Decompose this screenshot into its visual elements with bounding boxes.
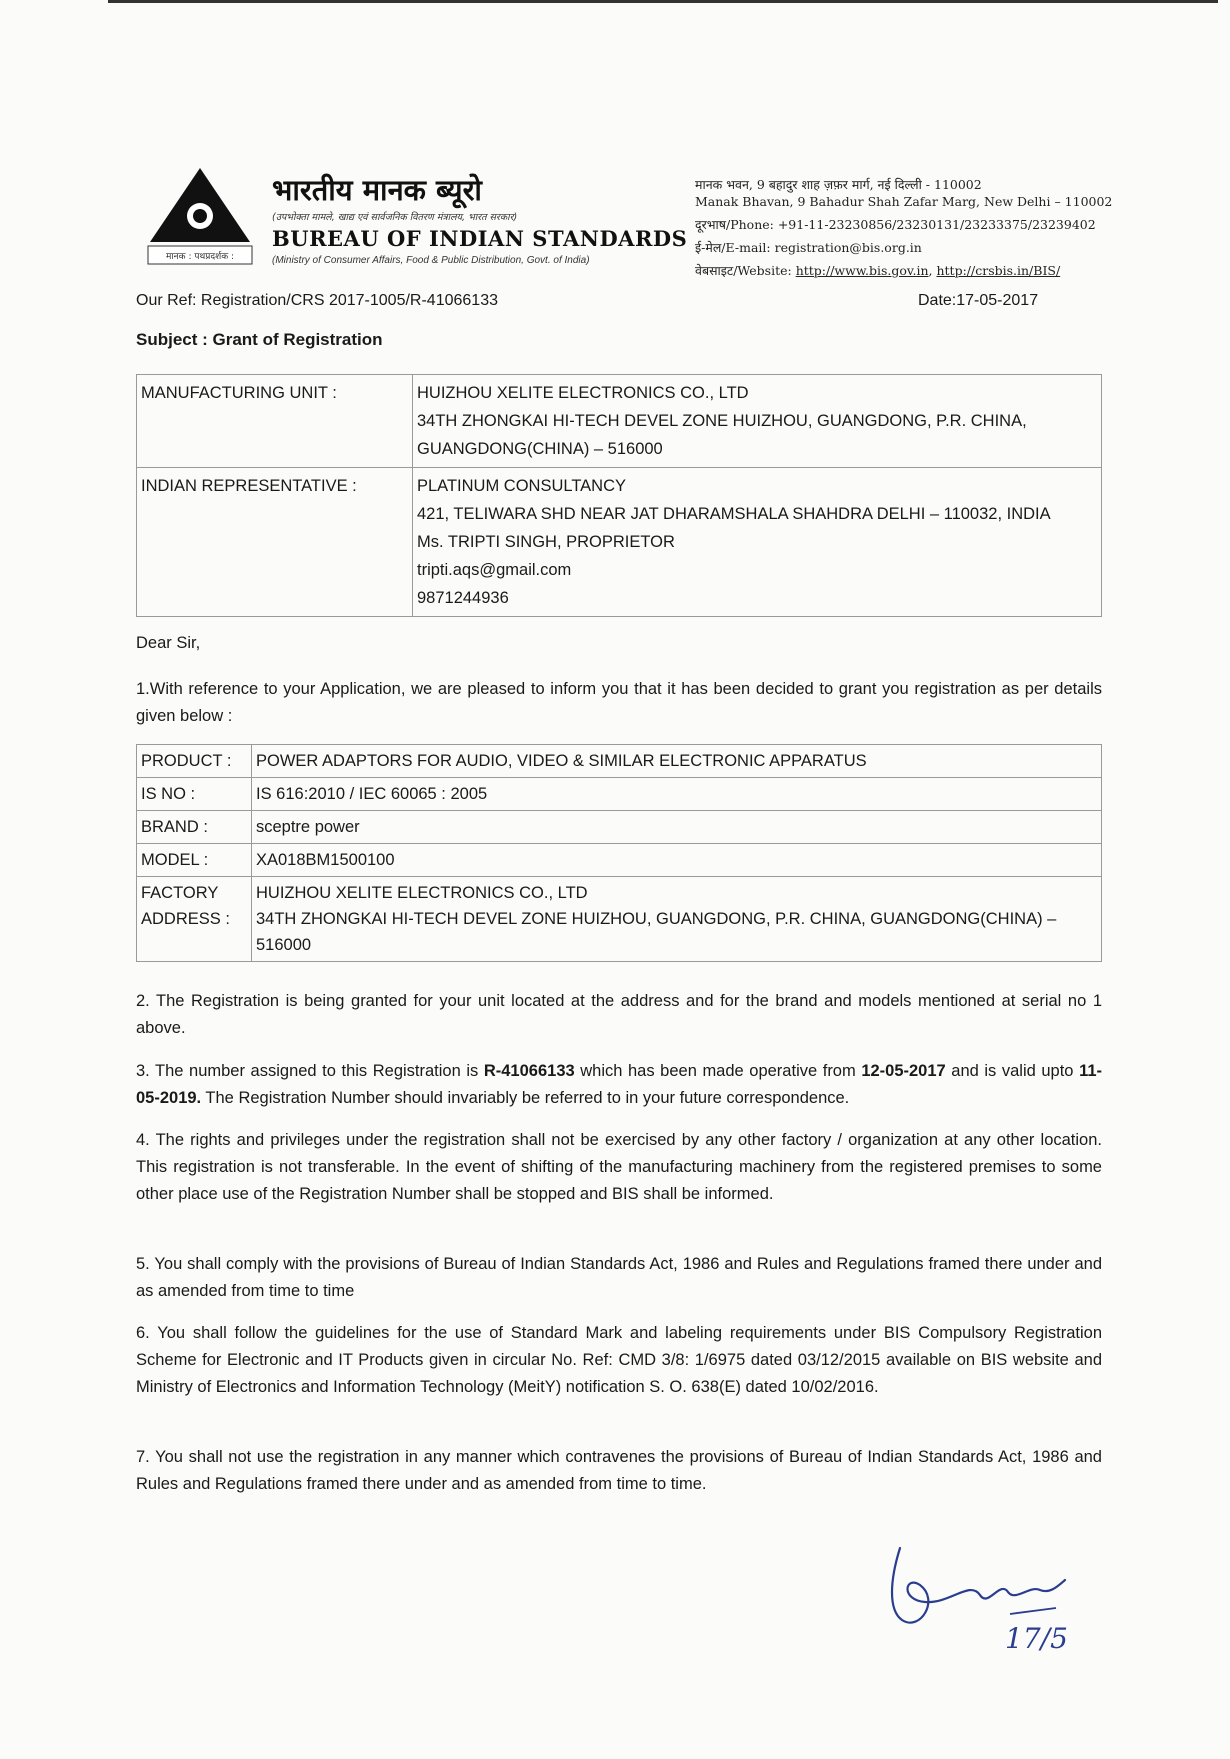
factory-name: HUIZHOU XELITE ELECTRONICS CO., LTD [256,884,588,902]
salutation: Dear Sir, [136,634,201,652]
phone: दूरभाष/Phone: +91-11-23230856/23230131/23233375/23239402 [695,217,1096,232]
ministry-hindi: (उपभोक्ता मामले, खाद्य एवं सार्वजनिक वितरण मंत्रालय, भारत सरकार) [272,212,518,223]
para3-text: 3. The number assigned to this Registration is [136,1062,484,1080]
table-row [137,811,1102,844]
representative-line: 421, TELIWARA SHD NEAR JAT DHARAMSHALA SHAHDRA DELHI – 110032, INDIA [417,505,1051,523]
email: ई-मेल/E-mail: registration@bis.org.in [695,240,922,255]
manufacturing-line: GUANGDONG(CHINA) – 516000 [417,440,663,458]
svg-text:17/5: 17/5 [1005,1622,1068,1655]
table-row [137,877,1102,962]
representative-label: INDIAN REPRESENTATIVE : [137,468,413,617]
model-label: MODEL : [137,844,252,877]
subject-line: Subject : Grant of Registration [136,330,383,349]
address-hindi: मानक भवन, 9 बहादुर शाह ज़फ़र मार्ग, नई दिल्ली - 110002 [695,177,982,192]
top-border [108,0,1218,3]
table-row [137,745,1102,778]
representative-email: tripti.aqs@gmail.com [417,561,572,579]
reference-number: Our Ref: Registration/CRS 2017-1005/R-41066133 [136,292,498,309]
factory-address: 34TH ZHONGKAI HI-TECH DEVEL ZONE HUIZHOU, GUANGDONG, P.R. CHINA, GUANGDONG(CHINA) – 516000 [256,910,1057,954]
website: वेबसाइट/Website: http://www.bis.gov.in, http://crsbis.in/BIS/ [695,263,1061,278]
ministry-english: (Ministry of Consumer Affairs, Food & Public Distribution, Govt. of India) [272,255,590,266]
paragraph-2: 2. The Registration is being granted for your unit located at the address and for the brand and models mentioned at serial no 1 above. [136,992,1102,1037]
signature-icon [880,1540,1070,1655]
factory-label [137,877,252,962]
representative-phone: 9871244936 [417,589,509,607]
brand-label: BRAND : [137,811,252,844]
contact-block [695,173,1115,282]
manufacturing-value [413,375,1102,468]
representative-line: PLATINUM CONSULTANCY [417,477,627,495]
brand-value: sceptre power [252,811,1102,844]
bis-logo-icon [146,166,254,266]
website-label: वेबसाइट/Website: [695,263,792,278]
paragraph-1: 1.With reference to your Application, we are pleased to inform you that it has been decided to grant you registration as per details given below : [136,680,1102,725]
product-label: PRODUCT : [137,745,252,778]
factory-value [252,877,1102,962]
website-link-2[interactable]: http://crsbis.in/BIS/ [936,263,1061,278]
table-row [137,375,1102,468]
org-name-hindi: भारतीय मानक ब्यूरो [272,173,482,207]
representative-line: Ms. TRIPTI SINGH, PROPRIETOR [417,533,675,551]
manufacturing-label: MANUFACTURING UNIT : [137,375,413,468]
is-label: IS NO : [137,778,252,811]
valid-from-date: 12-05-2017 [861,1062,946,1080]
unit-table [136,374,1102,617]
address-english: Manak Bhavan, 9 Bahadur Shah Zafar Marg, New Delhi – 110002 [695,194,1113,209]
paragraph-3 [136,1058,1102,1112]
manufacturing-line: HUIZHOU XELITE ELECTRONICS CO., LTD [417,384,749,402]
valid-to-date: 11-05-2019. [136,1062,1102,1107]
table-row [137,778,1102,811]
para3-text: which has been made operative from [574,1062,862,1080]
paragraph-5: 5. You shall comply with the provisions of Bureau of Indian Standards Act, 1986 and Rules and Regulations framed there under and as amended from time to time [136,1255,1102,1300]
product-table [136,744,1102,962]
table-row [137,844,1102,877]
paragraph-7: 7. You shall not use the registration in any manner which contravenes the provisions of Bureau of Indian Standards Act, 1986 and Rules and Regulations framed there under and as amended from time to time. [136,1448,1102,1493]
model-value: XA018BM1500100 [252,844,1102,877]
para3-text: The Registration Number should invariably be referred to in your future correspondence. [201,1089,850,1107]
product-value: POWER ADAPTORS FOR AUDIO, VIDEO & SIMILAR ELECTRONIC APPARATUS [252,745,1102,778]
is-value: IS 616:2010 / IEC 60065 : 2005 [252,778,1102,811]
para3-text: and is valid upto [945,1062,1080,1080]
paragraph-4: 4. The rights and privileges under the registration shall not be exercised by any other factory / organization at any other location. This registration is not transferable. In the event of shifting of the manufacturing machinery from the registered premises to some other place use of the Registration Number shall be stopped and BIS shall be informed. [136,1131,1102,1203]
letter-date: Date:17-05-2017 [918,292,1039,309]
registration-number: R-41066133 [483,1062,575,1080]
svg-text:मानक : पथप्रदर्शक :: मानक : पथप्रदर्शक : [165,252,235,262]
factory-label-line: ADDRESS : [141,910,230,928]
org-name-english: BUREAU OF INDIAN STANDARDS [272,226,688,251]
website-link-1[interactable]: http://www.bis.gov.in [795,263,929,278]
representative-value [413,468,1102,617]
manufacturing-line: 34TH ZHONGKAI HI-TECH DEVEL ZONE HUIZHOU, GUANGDONG, P.R. CHINA, [417,412,1027,430]
factory-label-line: FACTORY [141,884,219,902]
paragraph-6: 6. You shall follow the guidelines for the use of Standard Mark and labeling requirements under BIS Compulsory Registration Scheme for Electronic and IT Products given in circular No. Ref: CMD 3/8: 1/6975 dated 03/12/2015 available on BIS website and Ministry of Electronics and Information Technology (MeitY) notification S. O. 638(E) dated 10/02/2016. [136,1324,1102,1396]
table-row [137,468,1102,617]
